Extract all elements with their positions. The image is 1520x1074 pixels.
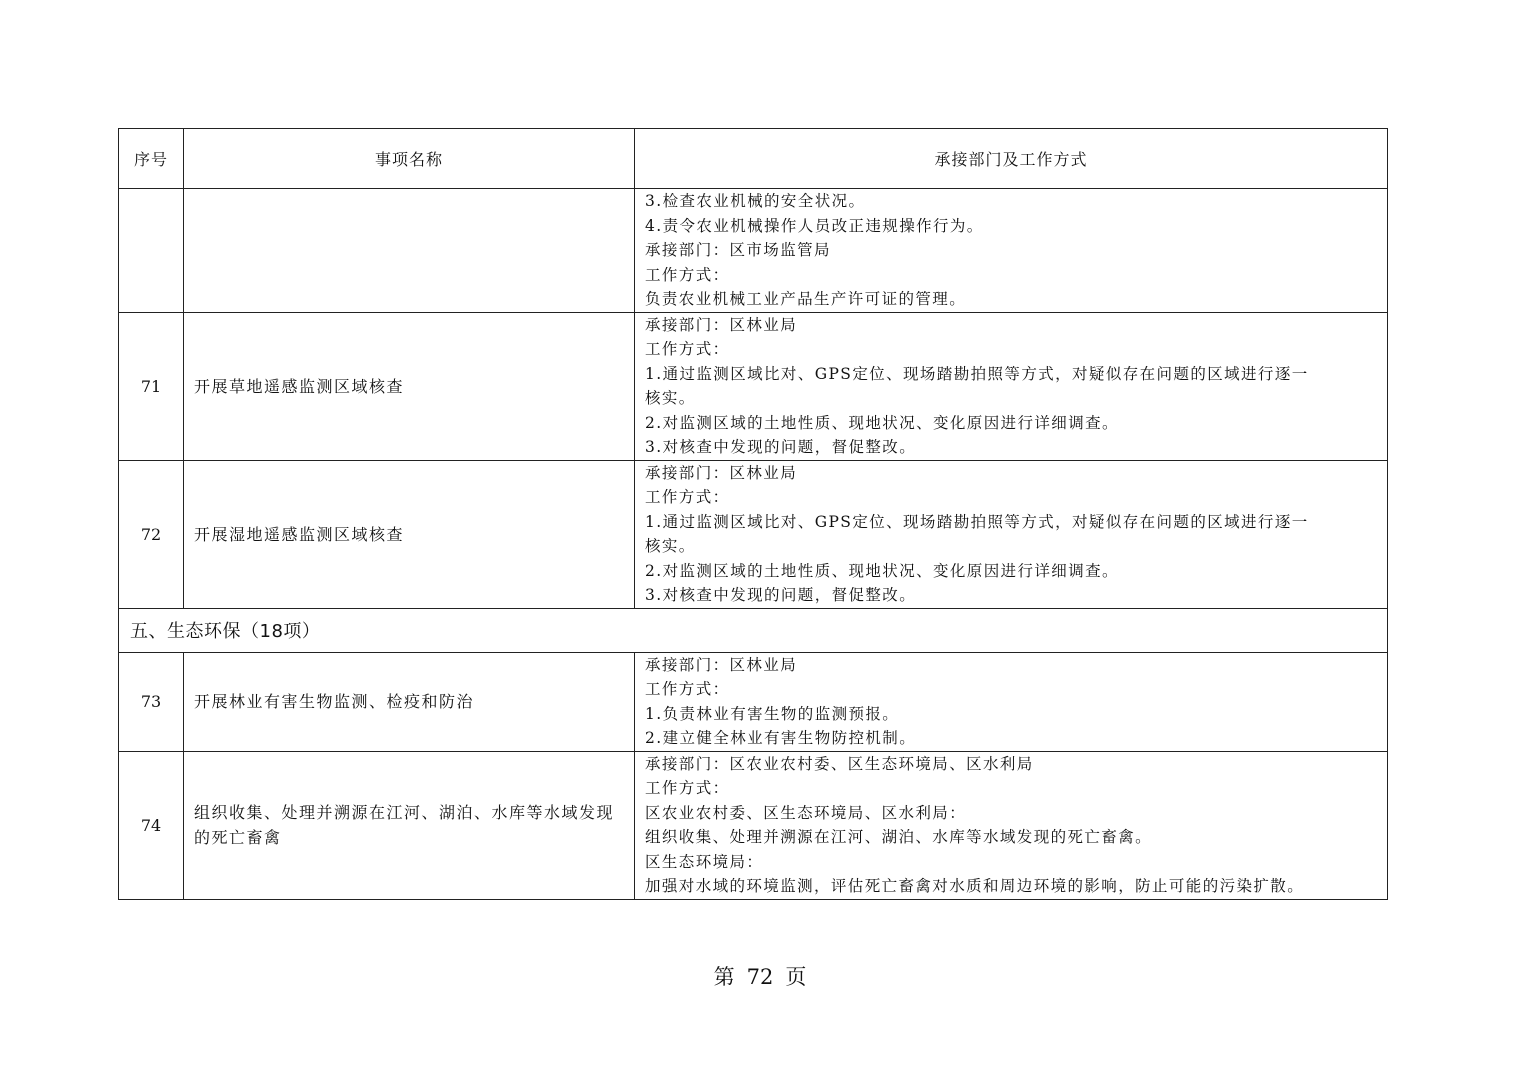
row-method <box>635 460 1388 608</box>
method-line: 2.对监测区域的土地性质、现地状况、变化原因进行详细调查。 <box>645 413 1119 432</box>
row-seq <box>119 189 184 313</box>
row-method <box>635 312 1388 460</box>
table-row <box>119 189 1388 313</box>
row-method <box>635 189 1388 313</box>
method-line: 1.通过监测区域比对、GPS定位、现场踏勘拍照等方式，对疑似存在问题的区域进行逐一 <box>645 364 1309 383</box>
row-seq: 71 <box>119 312 184 460</box>
method-line: 2.建立健全林业有害生物防控机制。 <box>645 729 917 747</box>
row-seq: 74 <box>119 751 184 899</box>
method-line: 核实。 <box>645 389 696 407</box>
method-line: 3.检查农业机械的安全状况。 <box>645 192 866 210</box>
row-name: 开展林业有害生物监测、检疫和防治 <box>184 652 635 751</box>
method-line: 3.对核查中发现的问题，督促整改。 <box>645 586 917 604</box>
table-row <box>119 751 1388 899</box>
method-line: 负责农业机械工业产品生产许可证的管理。 <box>645 290 967 308</box>
method-line: 工作方式： <box>645 488 730 506</box>
row-method <box>635 751 1388 899</box>
table-row <box>119 312 1388 460</box>
method-line: 承接部门：区林业局 <box>645 315 798 334</box>
table-header-row <box>119 129 1388 189</box>
page-suffix: 页 <box>785 965 807 989</box>
method-line: 3.对核查中发现的问题，督促整改。 <box>645 438 917 456</box>
method-line: 承接部门：区林业局 <box>645 655 798 674</box>
method-line: 2.对监测区域的土地性质、现地状况、变化原因进行详细调查。 <box>645 561 1119 580</box>
section-title: 五、生态环保（18项） <box>119 608 1388 652</box>
row-name: 组织收集、处理并溯源在江河、湖泊、水库等水域发现的死亡畜禽 <box>184 751 635 899</box>
header-seq: 序号 <box>119 129 184 189</box>
row-seq: 72 <box>119 460 184 608</box>
method-line: 1.通过监测区域比对、GPS定位、现场踏勘拍照等方式，对疑似存在问题的区域进行逐一 <box>645 512 1309 531</box>
table-row <box>119 652 1388 751</box>
method-line: 核实。 <box>645 537 696 555</box>
method-line: 1.负责林业有害生物的监测预报。 <box>645 704 900 723</box>
row-name <box>184 189 635 313</box>
page-prefix: 第 <box>713 965 735 989</box>
method-line: 区生态环境局： <box>645 852 764 871</box>
method-line: 加强对水域的环境监测，评估死亡畜禽对水质和周边环境的影响，防止可能的污染扩散。 <box>645 877 1305 895</box>
method-line: 工作方式： <box>645 680 730 698</box>
method-line: 承接部门：区林业局 <box>645 463 798 482</box>
page-footer <box>0 961 1520 991</box>
header-method: 承接部门及工作方式 <box>635 129 1388 189</box>
row-name: 开展草地遥感监测区域核查 <box>184 312 635 460</box>
matters-table <box>118 128 1388 900</box>
method-line: 4.责令农业机械操作人员改正违规操作行为。 <box>645 216 984 235</box>
method-line: 承接部门：区农业农村委、区生态环境局、区水利局 <box>645 754 1034 773</box>
method-line: 组织收集、处理并溯源在江河、湖泊、水库等水域发现的死亡畜禽。 <box>645 828 1153 846</box>
row-method <box>635 652 1388 751</box>
method-line: 工作方式： <box>645 340 730 358</box>
table-row <box>119 460 1388 608</box>
method-line: 工作方式： <box>645 265 730 284</box>
method-line: 承接部门：区市场监管局 <box>645 241 831 259</box>
row-name: 开展湿地遥感监测区域核查 <box>184 460 635 608</box>
header-name: 事项名称 <box>184 129 635 189</box>
section-row <box>119 608 1388 652</box>
page-number: 72 <box>746 965 774 989</box>
method-line: 区农业农村委、区生态环境局、区水利局： <box>645 803 967 822</box>
row-seq: 73 <box>119 652 184 751</box>
method-line: 工作方式： <box>645 779 730 797</box>
